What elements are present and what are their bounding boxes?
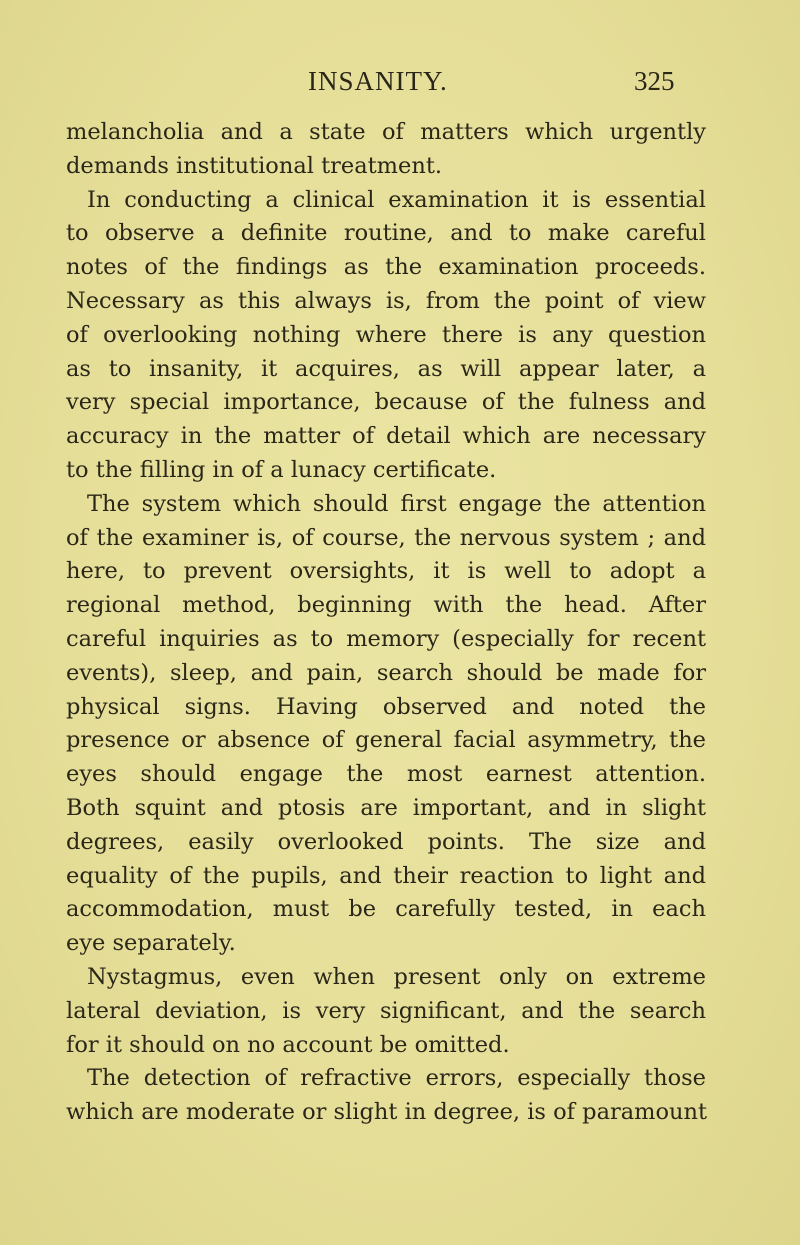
text-line: to the filling in of a lunacy certificate. [66, 456, 497, 483]
text-line: melancholia and a state of matters which urgently [66, 119, 706, 145]
text-line: very special importance, because of the fulness and [66, 389, 706, 416]
text-line: accommodation, must be carefully tested, in each [66, 896, 706, 923]
text-line: degrees, easily overlooked points. The size and [66, 828, 706, 855]
page-number: 325 [634, 66, 675, 96]
text-line: The system which should first engage the attention [87, 490, 706, 517]
text-line: of overlooking nothing where there is any question [66, 321, 706, 348]
text-line: careful inquiries as to memory (especially for recent [66, 625, 706, 652]
text-line: presence or absence of general facial asymmetry, the [66, 727, 706, 754]
text-line: lateral deviation, is very significant, and the search [66, 997, 706, 1024]
text-line: Necessary as this always is, from the point of view [66, 287, 706, 314]
text-line: Nystagmus, even when present only on extreme [87, 963, 706, 990]
text-line: to observe a definite routine, and to make careful [66, 220, 706, 247]
text-line: which are moderate or slight in degree, is of paramount [66, 1099, 708, 1126]
text-line: accuracy in the matter of detail which are necessary [66, 423, 706, 450]
text-line: demands institutional treatment. [66, 152, 443, 179]
text-line: regional method, beginning with the head. After [66, 592, 706, 619]
text-line: events), sleep, and pain, search should be made for [66, 659, 706, 686]
text-line: The detection of refractive errors, especially those [87, 1065, 706, 1092]
text-line: equality of the pupils, and their reaction to light and [66, 862, 706, 889]
text-line: for it should on no account be omitted. [66, 1031, 510, 1058]
running-head: INSANITY. [308, 66, 448, 96]
text-line: eye separately. [66, 930, 236, 957]
text-line: of the examiner is, of course, the nervous system ; and [66, 524, 706, 551]
text-line: here, to prevent oversights, it is well to adopt a [66, 558, 706, 585]
page-header [0, 66, 800, 106]
text-line: In conducting a clinical examination it is essential [87, 186, 706, 213]
body-text [66, 116, 706, 1130]
text-line: eyes should engage the most earnest attention. [66, 761, 706, 788]
text-line: Both squint and ptosis are important, and in slight [66, 794, 706, 821]
text-line: notes of the findings as the examination proceeds. [66, 254, 706, 281]
text-line: physical signs. Having observed and noted the [66, 693, 706, 720]
text-line: as to insanity, it acquires, as will appear later, a [66, 355, 706, 382]
